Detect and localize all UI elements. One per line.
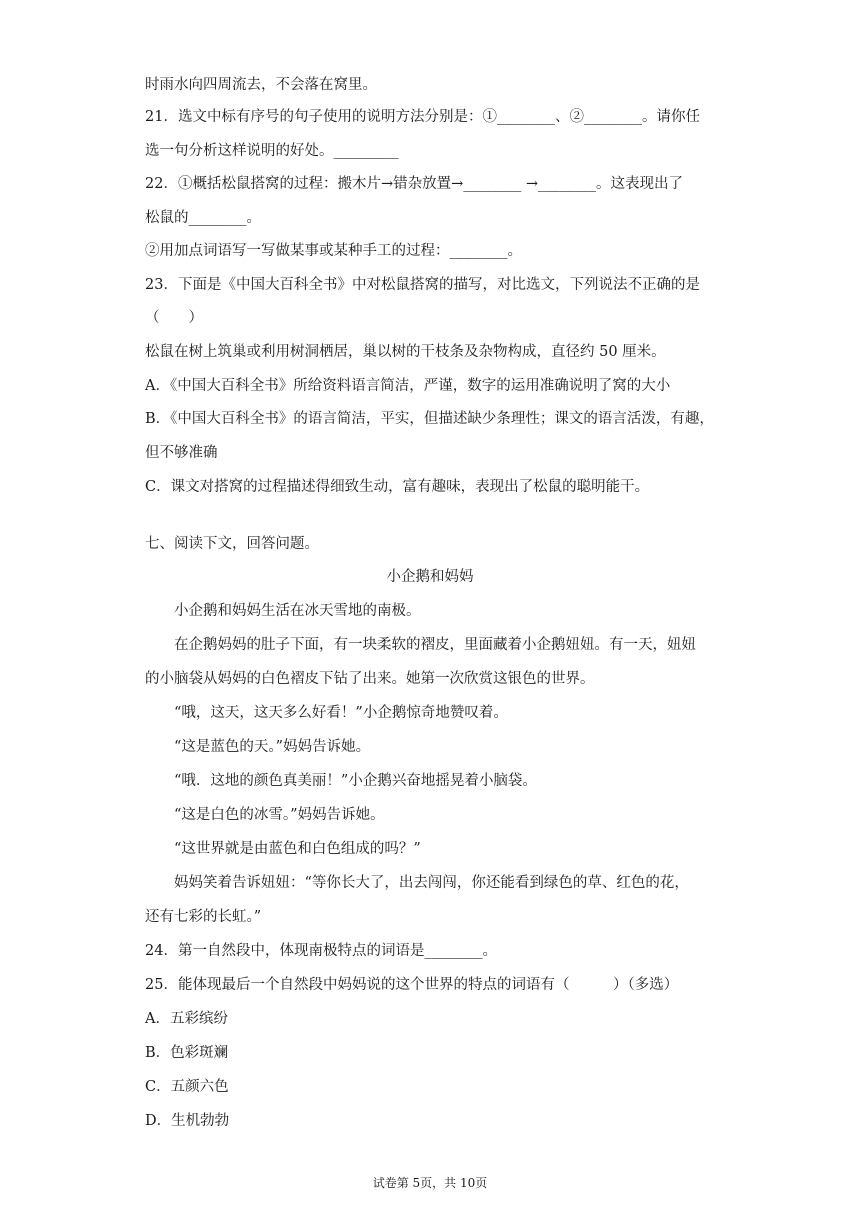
passage-paragraph-1: 小企鹅和妈妈生活在冰天雪地的南极。 <box>174 603 421 619</box>
passage-paragraph-5: “哦．这地的颜色真美丽！”小企鹅兴奋地摇晃着小脑袋。 <box>174 773 537 789</box>
question-23-option-a: A．《中国大百科全书》所给资料语言简洁，严谨，数字的运用准确说明了窝的大小 <box>145 378 671 394</box>
question-21-line1: 21．选文中标有序号的句子使用的说明方法分别是：①________、②________。请你任 <box>145 109 700 125</box>
question-23-option-b-line2: 但不够准确 <box>145 445 218 461</box>
question-25-option-b: B．色彩斑斓 <box>145 1045 229 1061</box>
question-23-quote: 松鼠在树上筑巢或利用树洞栖居，巢以树的干枝条及杂物构成，直径约 50 厘米。 <box>145 344 666 360</box>
passage-paragraph-7: “这世界就是由蓝色和白色组成的吗？” <box>174 841 421 857</box>
question-22-part2: ②用加点词语写一写做某事或某种手工的过程：________。 <box>145 243 522 259</box>
question-22-line2: 松鼠的________。 <box>145 210 261 226</box>
passage-paragraph-3: “哦，这天，这天多么好看！”小企鹅惊奇地赞叹着。 <box>174 705 508 721</box>
passage-paragraph-2-line1: 在企鹅妈妈的肚子下面，有一块柔软的褶皮，里面藏着小企鹅妞妞。有一天，妞妞 <box>174 637 696 653</box>
question-25-option-a: A．五彩缤纷 <box>145 1011 228 1027</box>
passage-continuation: 时雨水向四周流去，不会落在窝里。 <box>145 77 377 93</box>
passage-paragraph-8-line2: 还有七彩的长虹。” <box>145 909 262 925</box>
question-23-option-b-line1: B．《中国大百科全书》的语言简洁，平实，但描述缺少条理性；课文的语言活泼，有趣， <box>145 411 714 427</box>
question-25-option-c: C．五颜六色 <box>145 1079 229 1095</box>
question-21-line2: 选一句分析这样说明的好处。_________ <box>145 143 399 159</box>
question-23-blank: （ ） <box>145 310 203 326</box>
page-footer: 试卷第 5页，共 10页 <box>372 1176 488 1190</box>
question-25: 25．能体现最后一个自然段中妈妈说的这个世界的特点的词语有（ ）（多选） <box>145 977 679 993</box>
question-25-option-d: D．生机勃勃 <box>145 1113 230 1129</box>
passage-paragraph-8-line1: 妈妈笑着告诉妞妞：“等你长大了，出去闯闯，你还能看到绿色的草、红色的花， <box>174 875 689 891</box>
passage-title: 小企鹅和妈妈 <box>386 569 474 585</box>
question-24: 24．第一自然段中，体现南极特点的词语是________。 <box>145 943 497 959</box>
question-22-line1: 22．①概括松鼠搭窝的过程：搬木片→错杂放置→________ →________。这表现出了 <box>145 176 684 192</box>
section-7-heading: 七、阅读下文，回答问题。 <box>145 536 319 552</box>
passage-paragraph-2-line2: 的小脑袋从妈妈的白色褶皮下钻了出来。她第一次欣赏这银色的世界。 <box>145 671 595 687</box>
passage-paragraph-6: “这是白色的冰雪。”妈妈告诉她。 <box>174 807 385 823</box>
question-23-line1: 23．下面是《中国大百科全书》中对松鼠搭窝的描写，对比选文，下列说法不正确的是 <box>145 277 700 293</box>
passage-paragraph-4: “这是蓝色的天。”妈妈告诉她。 <box>174 739 371 755</box>
question-23-option-c: C．课文对搭窝的过程描述得细致生动，富有趣味，表现出了松鼠的聪明能干。 <box>145 479 650 495</box>
